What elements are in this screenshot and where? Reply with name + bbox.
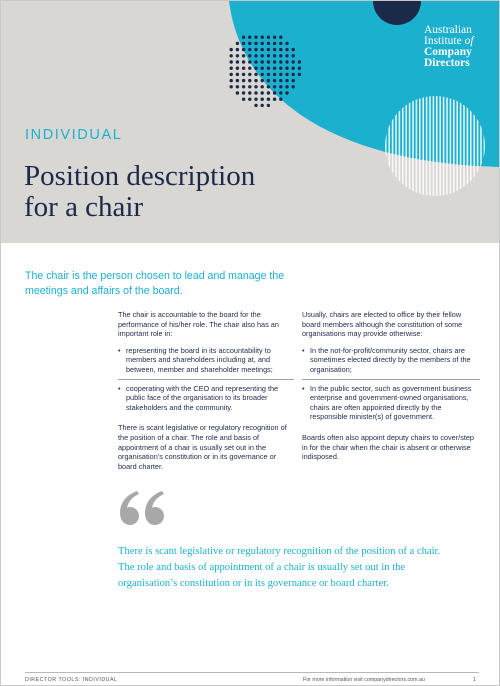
right-column bbox=[302, 310, 480, 469]
pull-quote: There is scant legislative or regulatory recognition of the position of a chair. The role and basis of appointment of a chair is usually set out in the organisation’s constitution or in its governance or board charter. bbox=[118, 546, 441, 589]
right-paragraph-2: Boards often also appoint deputy chairs to cover/step in for the chair when the chair is absent or otherwise indisposed. bbox=[302, 432, 474, 462]
right-paragraph-1: Usually, chairs are elected to office by their fellow board members although the constitution of some organisations may provide otherwise: bbox=[302, 310, 463, 339]
list-item: • In the not-for-profit/community sector, chairs are sometimes elected directly by the members of the organisation; bbox=[302, 346, 480, 380]
left-column bbox=[118, 310, 294, 478]
intro-text: The chair is the person chosen to lead and manage the meetings and affairs of the board. bbox=[25, 270, 285, 297]
aicd-logo: Australian Institute of Company Directors bbox=[424, 24, 474, 69]
left-bullet-list bbox=[118, 346, 294, 417]
left-paragraph-1: The chair is accountable to the board for the performance of his/her role. The chair also has an important role in: bbox=[118, 310, 279, 339]
list-item: • cooperating with the CEO and representing the public face of the organisation to its broader stakeholders and the community. bbox=[118, 383, 279, 412]
category-label: INDIVIDUAL bbox=[25, 127, 123, 143]
list-item: • In the public sector, such as government business enterprise and government-owned organisations, chairs are often appointed directly by the responsible minister(s) of government. bbox=[302, 383, 472, 422]
footer-section-label: DIRECTOR TOOLS: INDIVIDUAL bbox=[25, 677, 118, 683]
footer-divider bbox=[25, 672, 479, 673]
footer-info-link[interactable]: For more information visit companydirectors.com.au bbox=[303, 677, 425, 683]
left-paragraph-2: There is scant legislative or regulatory recognition of the position of a chair. The role and basis of appointment of a chair is usually set out in the organisation’s constitution or in its governance or board charter. bbox=[118, 423, 287, 471]
page-number: 1 bbox=[473, 677, 476, 683]
page-title: Position description for a chair bbox=[24, 160, 256, 223]
list-item: • representing the board in its accountability to members and shareholders including at, and between, member and shareholder meetings; bbox=[118, 346, 294, 380]
header-band bbox=[1, 1, 500, 243]
quote-mark-icon bbox=[117, 487, 167, 529]
right-bullet-list bbox=[302, 346, 480, 426]
